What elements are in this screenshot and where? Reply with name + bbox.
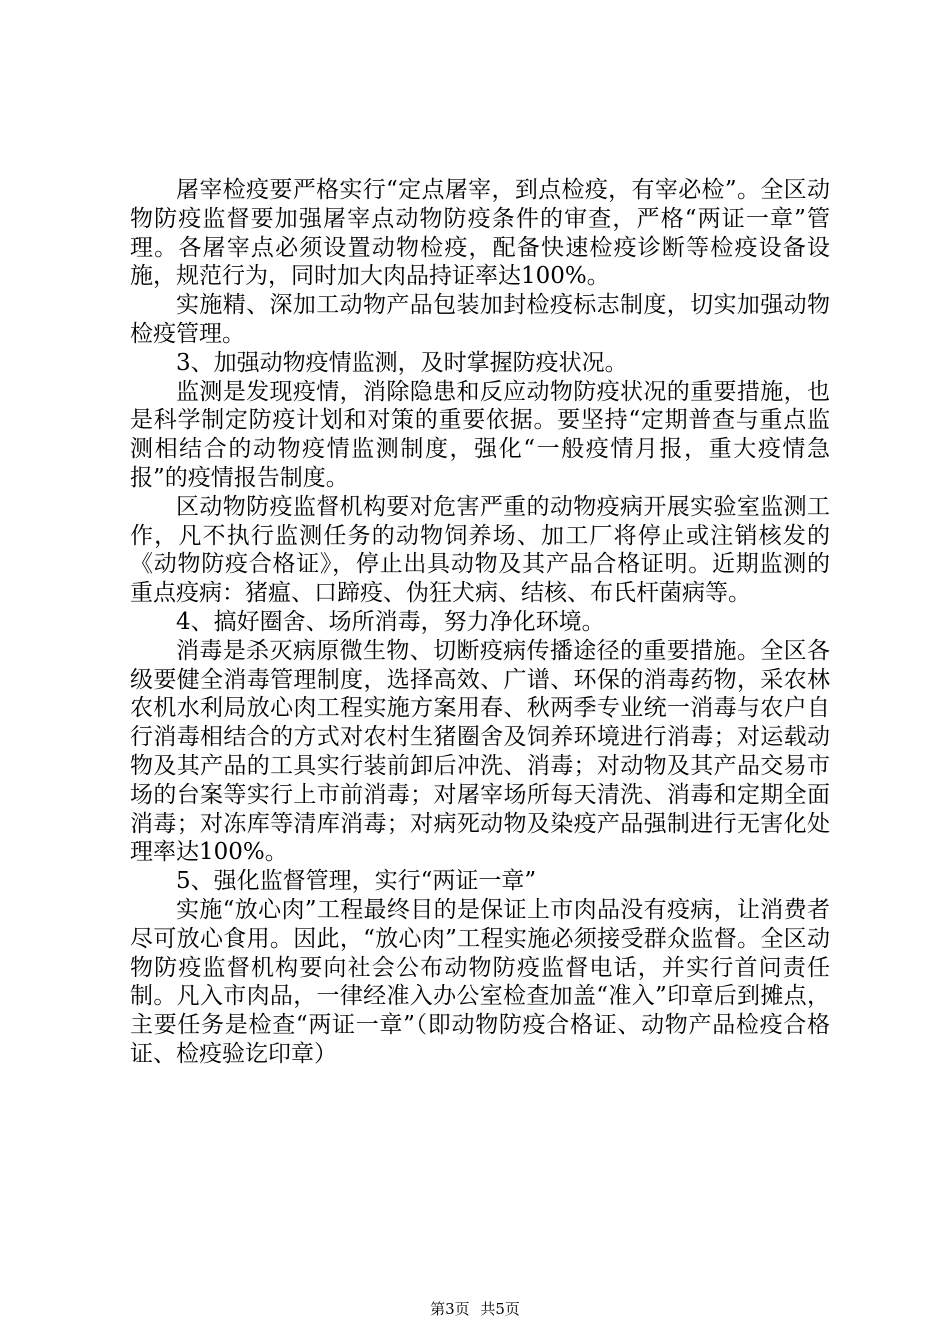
document-body	[130, 176, 830, 1069]
heading-epidemic-monitoring: 3、加强动物疫情监测，及时掌握防疫状况。	[176, 349, 628, 376]
paragraph-lab-monitoring: 区动物防疫监督机构要对危害严重的动物疫病开展实验室监测工作，凡不执行监测任务的动物饲养场、加工厂将停止或注销核发的《动物防疫合格证》，停止出具动物及其产品合格证明。近期监测的重点疫病：猪瘟、口蹄疫、伪狂犬病、结核、布氏杆菌病等。	[130, 493, 830, 607]
page-total: 共5页	[480, 1300, 520, 1318]
paragraph-monitoring-purpose: 监测是发现疫情，消除隐患和反应动物防疫状况的重要措施，也是科学制定防疫计划和对策的重要依据。要坚持“定期普查与重点监测相结合的动物疫情监测制度，强化“一般疫情月报，重大疫情急报”的疫情报告制度。	[130, 378, 830, 491]
heading-supervision: 5、强化监督管理，实行“两证一章”	[176, 868, 537, 895]
paragraph-slaughter-quarantine: 屠宰检疫要严格实行“定点屠宰，到点检疫，有宰必检”。全区动物防疫监督要加强屠宰点动物防疫条件的审查，严格“两证一章”管理。各屠宰点必须设置动物检疫，配备快速检疫诊断等检疫设备设施，规范行为，同时加大肉品持证率达100%。	[130, 177, 830, 290]
paragraph-disinfection-measures: 消毒是杀灭病原微生物、切断疫病传播途径的重要措施。全区各级要健全消毒管理制度，选择高效、广谱、环保的消毒药物，采农林农机水利局放心肉工程实施方案用春、秋两季专业统一消毒与农户自行消毒相结合的方式对农村生猪圈舍及饲养环境进行消毒；对运载动物及其产品的工具实行装前卸后冲洗、消毒；对动物及其产品交易市场的台案等实行上市前消毒；对屠宰场所每天清洗、消毒和定期全面消毒；对冻库等清库消毒；对病死动物及染疫产品强制进行无害化处理率达100%。	[130, 637, 830, 866]
paragraph-supervision-details: 实施“放心肉”工程最终目的是保证上市肉品没有疫病，让消费者尽可放心食用。因此，“放心肉”工程实施必须接受群众监督。全区动物防疫监督机构要向社会公布动物防疫监督电话，并实行首问责任制。凡入市肉品，一律经准入办公室检查加盖“准入”印章后到摊点，主要任务是检查“两证一章”（即动物防疫合格证、动物产品检疫合格证、检疫验讫印章）	[130, 896, 830, 1067]
paragraph-packaging-seal: 实施精、深加工动物产品包装加封检疫标志制度，切实加强动物检疫管理。	[130, 292, 830, 347]
page-footer	[0, 1298, 950, 1319]
heading-disinfection: 4、搞好圈舍、场所消毒，努力净化环境。	[176, 608, 605, 635]
page-number: 第3页	[430, 1300, 470, 1318]
